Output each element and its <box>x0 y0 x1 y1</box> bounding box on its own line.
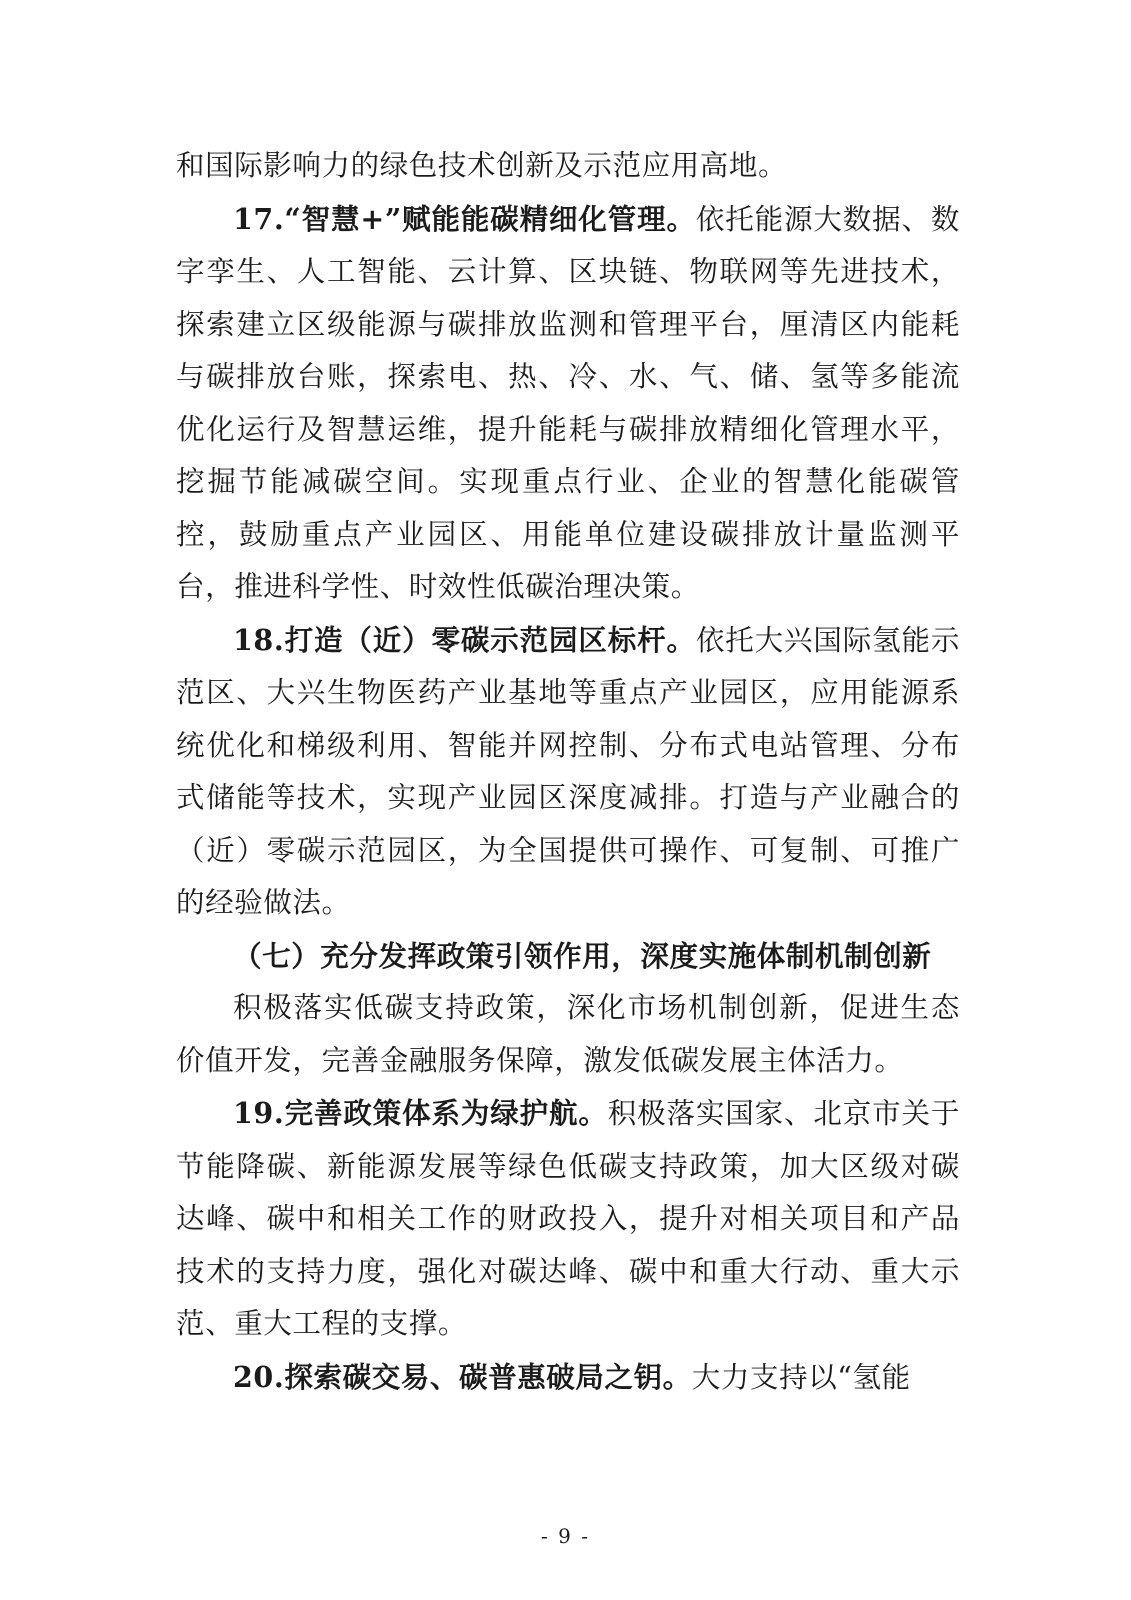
item-heading: 20.探索碳交易、碳普惠破局之钥。 <box>233 1359 692 1394</box>
paragraph-text: 依托能源大数据、数字孪生、人工智能、云计算、区块链、物联网等先进技术，探索建立区级能源与碳排放监测和管理平台，厘清区内能耗与碳排放台账，探索电、热、冷、水、气、储、氢等多能流优化运行及智慧运维，提升能耗与碳排放精细化管理水平，挖掘节能减碳空间。实现重点行业、企业的智慧化能碳管控，鼓励重点产业园区、用能单位建设碳排放计量监测平台，推进科学性、时效性低碳治理决策。 <box>176 202 960 603</box>
paragraph-text: 积极落实低碳支持政策，深化市场机制创新，促进生态价值开发，完善金融服务保障，激发低碳发展主体活力。 <box>176 991 960 1077</box>
document-body <box>176 140 960 1404</box>
item-heading: 18.打造（近）零碳示范园区标杆。 <box>233 622 696 657</box>
item-heading: 17.“智慧+”赋能能碳精细化管理。 <box>233 201 696 236</box>
paragraph-text: 大力支持以“氢能 <box>691 1360 911 1394</box>
paragraph-text: 依托大兴国际氢能示范区、大兴生物医药产业基地等重点产业园区，应用能源系统优化和梯级利用、智能并网控制、分布式电站管理、分布式储能等技术，实现产业园区深度减排。打造与产业融合的（近）零碳示范园区，为全国提供可操作、可复制、可推广的经验做法。 <box>176 623 960 919</box>
paragraph-text: 积极落实国家、北京市关于节能降碳、新能源发展等绿色低碳支持政策，加大区级对碳达峰、碳中和相关工作的财政投入，提升对相关项目和产品技术的支持力度，强化对碳达峰、碳中和重大行动、重大示范、重大工程的支撑。 <box>176 1097 961 1340</box>
paragraph-text: 和国际影响力的绿色技术创新及示范应用高地。 <box>176 149 788 182</box>
paragraph-section-intro <box>176 982 960 1087</box>
page-number: - 9 - <box>541 1524 590 1548</box>
paragraph-item-17 <box>176 193 960 614</box>
paragraph-item-20 <box>176 1351 960 1405</box>
item-heading: 19.完善政策体系为绿护航。 <box>233 1096 608 1130</box>
section-heading-7: （七）充分发挥政策引领作用，深度实施体制机制创新 <box>233 938 932 973</box>
paragraph-item-19 <box>176 1087 960 1351</box>
paragraph-item-18 <box>176 614 960 930</box>
paragraph-continuation <box>176 140 960 193</box>
